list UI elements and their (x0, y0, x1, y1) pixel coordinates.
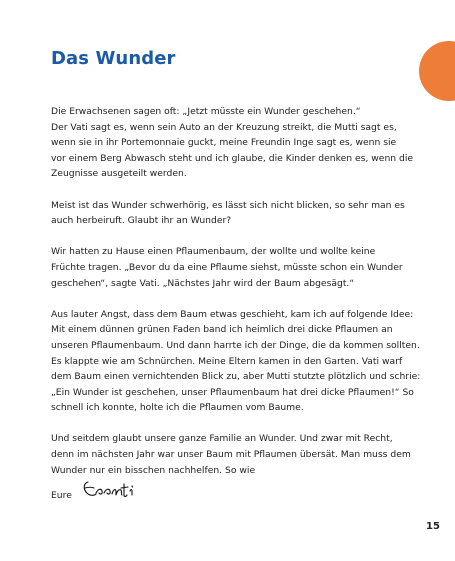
text-line: Früchte tragen. „Bevor du da eine Pflaume siehst, müsste schon ein Wunder (51, 261, 403, 273)
story-body (51, 104, 421, 494)
text-line: Der Vati sagt es, wenn sein Auto an der Kreuzung streikt, die Mutti sagt es, (51, 121, 397, 133)
text-line: Wunder nur ein bisschen nachhelfen. So wie (51, 464, 256, 476)
paragraph (51, 198, 416, 229)
signoff-text: Eure (51, 490, 72, 501)
text-line: Aus lauter Angst, dass dem Baum etwas geschieht, kam ich auf folgende Idee: (51, 308, 414, 320)
text-line: Wir hatten zu Hause einen Pflaumenbaum, der wollte und wollte keine (51, 246, 376, 258)
text-line: geschehen“, sagte Vati. „Nächstes Jahr wird der Baum abgesägt.“ (51, 277, 355, 289)
text-line: unseren Pflaumenbaum. Und dann harrte ich der Dinge, die da kommen sollten. (51, 339, 420, 351)
page-number: 15 (426, 521, 440, 532)
text-line: wenn sie in ihr Portemonnaie guckt, meine Freundin Inge sagt es, wenn sie (51, 137, 397, 149)
text-line: vor einem Berg Abwasch steht und ich glaube, die Kinder denken es, wenn die (51, 152, 414, 164)
handwritten-signature (80, 476, 150, 508)
paragraph (51, 104, 416, 182)
paragraph (51, 307, 421, 416)
text-line: dem Baum einen vernichtenden Blick zu, aber Mutti stutzte plötzlich und schrie: (51, 371, 421, 383)
page-title: Das Wunder (51, 48, 176, 69)
text-line: Meist ist das Wunder schwerhörig, es lässt sich nicht blicken, so sehr man es (51, 199, 405, 211)
paragraph (51, 244, 416, 291)
text-line: Es klappte wie am Schnürchen. Meine Eltern kamen in den Garten. Vati warf (51, 355, 403, 367)
text-line: denn im nächsten Jahr war unser Baum mit Pflaumen übersät. Man muss dem (51, 449, 411, 461)
paragraph (51, 431, 416, 478)
orange-accent-circle (419, 41, 455, 101)
text-line: auch herbeiruft. Glaubt ihr an Wunder? (51, 215, 232, 227)
text-line: Und seitdem glaubt unsere ganze Familie an Wunder. Und zwar mit Recht, (51, 433, 393, 445)
text-line: Die Erwachsenen sagen oft: „Jetzt müsste ein Wunder geschehen.“ (51, 106, 361, 117)
text-line: „Ein Wunder ist geschehen, unser Pflaumenbaum hat drei dicke Pflaumen!“ So (51, 386, 414, 398)
text-line: schnell ich konnte, holte ich die Pflaumen vom Baume. (51, 402, 304, 414)
text-line: Mit einem dünnen grünen Faden band ich heimlich drei dicke Pflaumen an (51, 324, 393, 336)
text-line: Zeugnisse ausgeteilt werden. (51, 168, 187, 180)
